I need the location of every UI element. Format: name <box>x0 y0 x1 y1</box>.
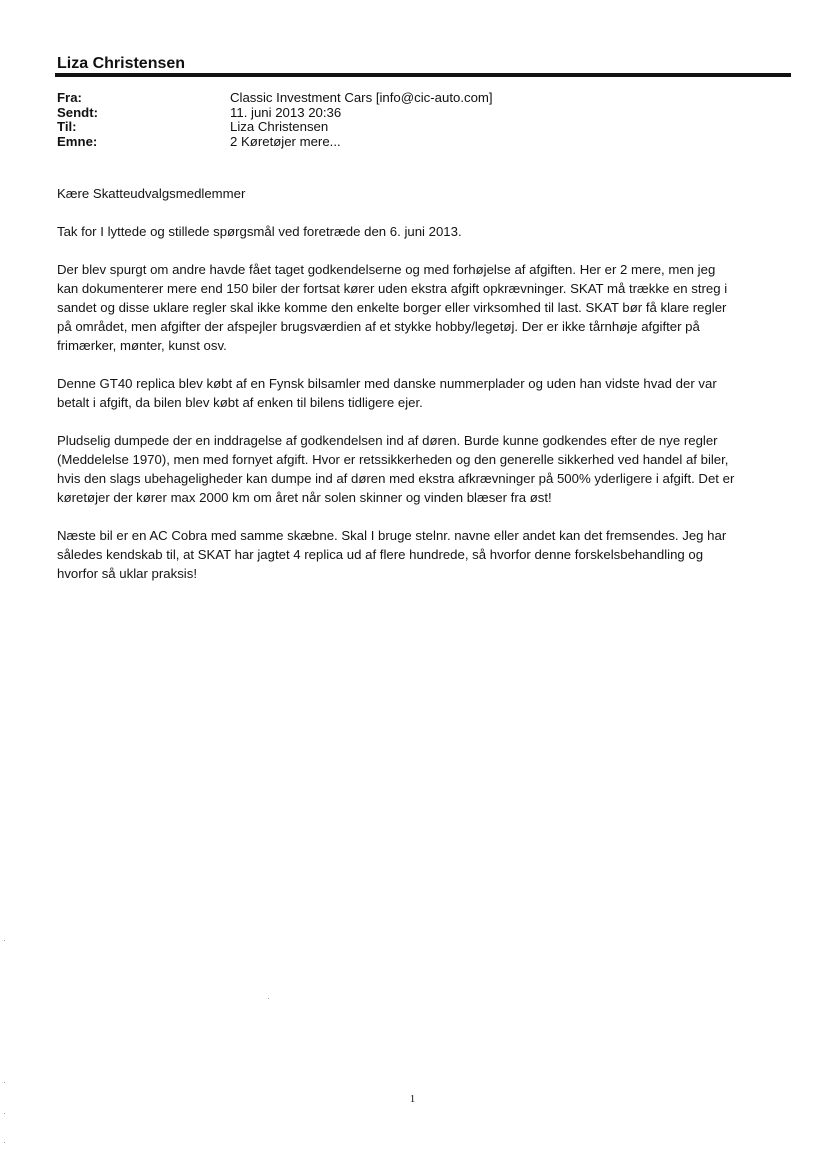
sent-row <box>57 106 777 121</box>
from-row <box>57 91 777 106</box>
paragraph-approvals <box>57 260 792 355</box>
body-line: betalt i afgift, da bilen blev købt af enken til bilens tidligere ejer. <box>57 395 423 410</box>
email-metadata <box>57 91 777 149</box>
subject-row <box>57 135 777 150</box>
scan-speck <box>4 940 5 941</box>
subject-value: 2 Køretøjer mere... <box>230 133 341 149</box>
paragraph-thanks <box>57 222 792 241</box>
scan-speck <box>4 1142 5 1143</box>
body-line: hvis den slags ubehageligheder kan dumpe ind af døren med ekstra afkrævninger på 500% yderligere i afgift. Det er <box>57 471 735 486</box>
greeting-line: Kære Skatteudvalgsmedlemmer <box>57 186 246 201</box>
page-number: 1 <box>409 1093 416 1105</box>
body-line: Tak for I lyttede og stillede spørgsmål ved foretræde den 6. juni 2013. <box>57 224 462 239</box>
to-value: Liza Christensen <box>230 119 329 134</box>
body-line: på området, men afgifter der afspejler brugsværdien af et stykke hobby/legetøj. Der er ikke tårnhøje afgifter på <box>57 319 700 334</box>
body-line: Næste bil er en AC Cobra med samme skæbne. Skal I bruge stelnr. navne eller andet kan det fremsendes. Jeg har <box>57 528 727 543</box>
sent-label: Sendt: <box>57 104 99 120</box>
subject-label: Emne: <box>57 133 98 149</box>
body-line: sandet og disse uklare regler skal ikke komme den enkelte borger eller virksomhed til last. SKAT bør få klare regler <box>57 300 727 315</box>
paragraph-withdrawal <box>57 431 792 507</box>
scan-speck <box>4 1113 5 1114</box>
header-divider <box>55 73 791 77</box>
to-label: Til: <box>57 119 77 134</box>
body-line: Pludselig dumpede der en inddragelse af godkendelsen ind af døren. Burde kunne godkendes efter de nye regler <box>57 433 718 448</box>
body-line: (Meddelelse 1970), men med fornyet afgift. Hvor er retssikkerheden og den generelle sikkerhed ved handel af biler, <box>57 452 729 467</box>
body-line: køretøjer der kører max 2000 km om året når solen skinner og vinden blæser fra øst! <box>57 490 552 505</box>
greeting <box>57 184 792 203</box>
to-row <box>57 120 777 135</box>
body-line: således kendskab til, at SKAT har jagtet 4 replica ud af flere hundrede, så hvorfor denne forskelsbehandling og <box>57 547 704 562</box>
scan-speck <box>268 998 269 999</box>
scan-speck <box>4 1082 5 1083</box>
sent-value: 11. juni 2013 20:36 <box>230 104 342 120</box>
body-line: kan dokumenterer mere end 150 biler der fortsat kører uden ekstra afgift opkrævninger. SKAT må trække en streg i <box>57 281 728 296</box>
from-label: Fra: <box>57 90 82 105</box>
body-line: Der blev spurgt om andre havde fået taget godkendelserne og med forhøjelse af afgiften. Her er 2 mere, men jeg <box>57 262 716 277</box>
mailbox-owner-name: Liza Christensen <box>57 55 186 72</box>
body-line: frimærker, mønter, kunst osv. <box>57 338 227 353</box>
paragraph-gt40 <box>57 374 792 412</box>
paragraph-cobra <box>57 526 792 583</box>
from-value: Classic Investment Cars [info@cic-auto.com] <box>230 90 493 105</box>
email-body <box>57 184 792 602</box>
body-line: Denne GT40 replica blev købt af en Fynsk bilsamler med danske nummerplader og uden han vidste hvad der var <box>57 376 717 391</box>
body-line: hvorfor så uklar praksis! <box>57 566 197 581</box>
